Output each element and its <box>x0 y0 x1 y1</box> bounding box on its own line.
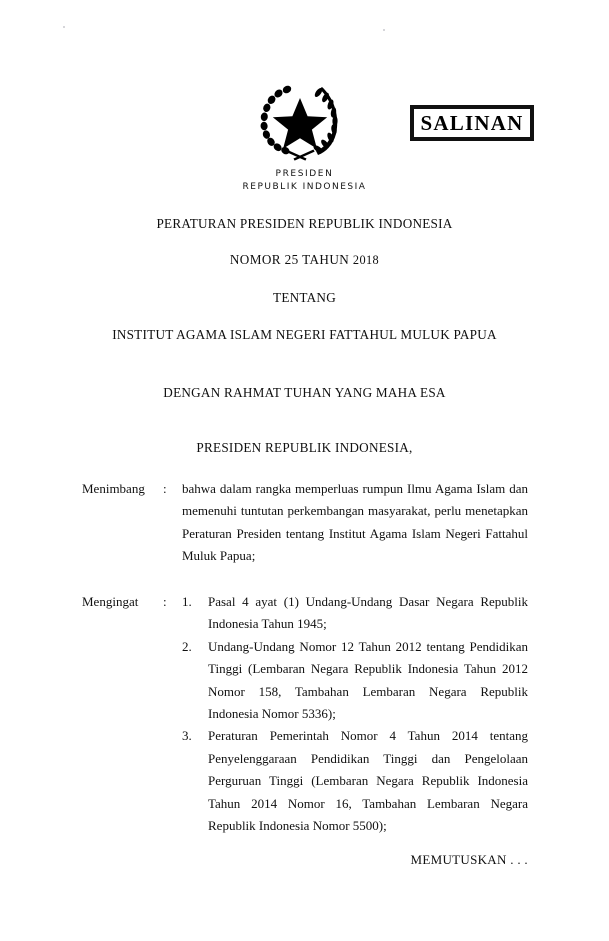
list-item <box>182 636 528 726</box>
page-catchword: MEMUTUSKAN . . . <box>410 852 528 867</box>
clause-mengingat-row <box>82 591 528 837</box>
emblem-caption-line2: REPUBLIK INDONESIA <box>242 182 367 192</box>
regulation-number-year: 2018 <box>352 253 380 267</box>
list-item-marker: 1. <box>182 594 192 609</box>
clause-mengingat <box>82 591 528 837</box>
list-item-text: Undang-Undang Nomor 12 Tahun 2012 tentang Pendidikan Tinggi (Lembaran Negara Republik Indonesia Tahun 2012 Nomor 158, Tambahan Lembaran Negara Republik Indonesia Nomor 5336); <box>208 638 528 722</box>
list-item-marker: 2. <box>182 638 192 654</box>
list-item-text: Pasal 4 ayat (1) Undang-Undang Dasar Negara Republik Indonesia Tahun 1945; <box>208 594 528 632</box>
clause-menimbang-paragraph: bahwa dalam rangka memperluas rumpun Ilmu Agama Islam dan memenuhi tuntutan perkembangan masyarakat, perlu menetapkan Peraturan Presiden tentang Institut Agama Islam Negeri Fattahul Muluk Papua; <box>182 481 528 564</box>
invocation-text: DENGAN RAHMAT TUHAN YANG MAHA ESA <box>163 385 446 400</box>
emblem-caption-line1: PRESIDEN <box>275 169 334 179</box>
issuer-text: PRESIDEN REPUBLIK INDONESIA, <box>196 440 413 455</box>
clause-mengingat-colon: : <box>163 594 167 609</box>
list-item-marker: 3. <box>182 728 192 744</box>
clause-menimbang-label: Menimbang <box>82 481 145 496</box>
list-item <box>182 725 528 837</box>
salinan-stamp-inner <box>413 108 531 138</box>
emblem-caption <box>0 168 609 194</box>
salinan-stamp <box>410 105 534 141</box>
clause-menimbang-row <box>82 478 528 568</box>
regulation-number <box>0 252 609 268</box>
clause-mengingat-label: Mengingat <box>82 594 139 609</box>
regulation-number-prefix: NOMOR 25 TAHUN <box>229 252 353 267</box>
regulation-subject: INSTITUT AGAMA ISLAM NEGERI FATTAHUL MULUK PAPUA <box>112 327 497 342</box>
scan-speck <box>383 29 385 31</box>
salinan-stamp-label: SALINAN <box>420 110 524 135</box>
clause-menimbang-colon: : <box>163 481 167 496</box>
clause-menimbang-body <box>182 478 528 568</box>
regulation-heading: PERATURAN PRESIDEN REPUBLIK INDONESIA <box>156 216 453 231</box>
list-item <box>182 591 528 636</box>
scan-speck <box>63 26 65 28</box>
legal-basis-list <box>182 591 528 837</box>
tentang-label: TENTANG <box>273 290 336 305</box>
presidential-seal-emblem <box>256 78 344 162</box>
clause-menimbang <box>82 478 528 568</box>
clause-mengingat-body <box>182 591 528 837</box>
list-item-text: Peraturan Pemerintah Nomor 4 Tahun 2014 tentang Penyelenggaraan Pendidikan Tinggi dan Pengelolaan Perguruan Tinggi (Lembaran Negara Republik Indonesia Tahun 2014 Nomor 16, Tambahan Lembaran Negara Republik Indonesia Nomor 5500); <box>208 728 528 834</box>
